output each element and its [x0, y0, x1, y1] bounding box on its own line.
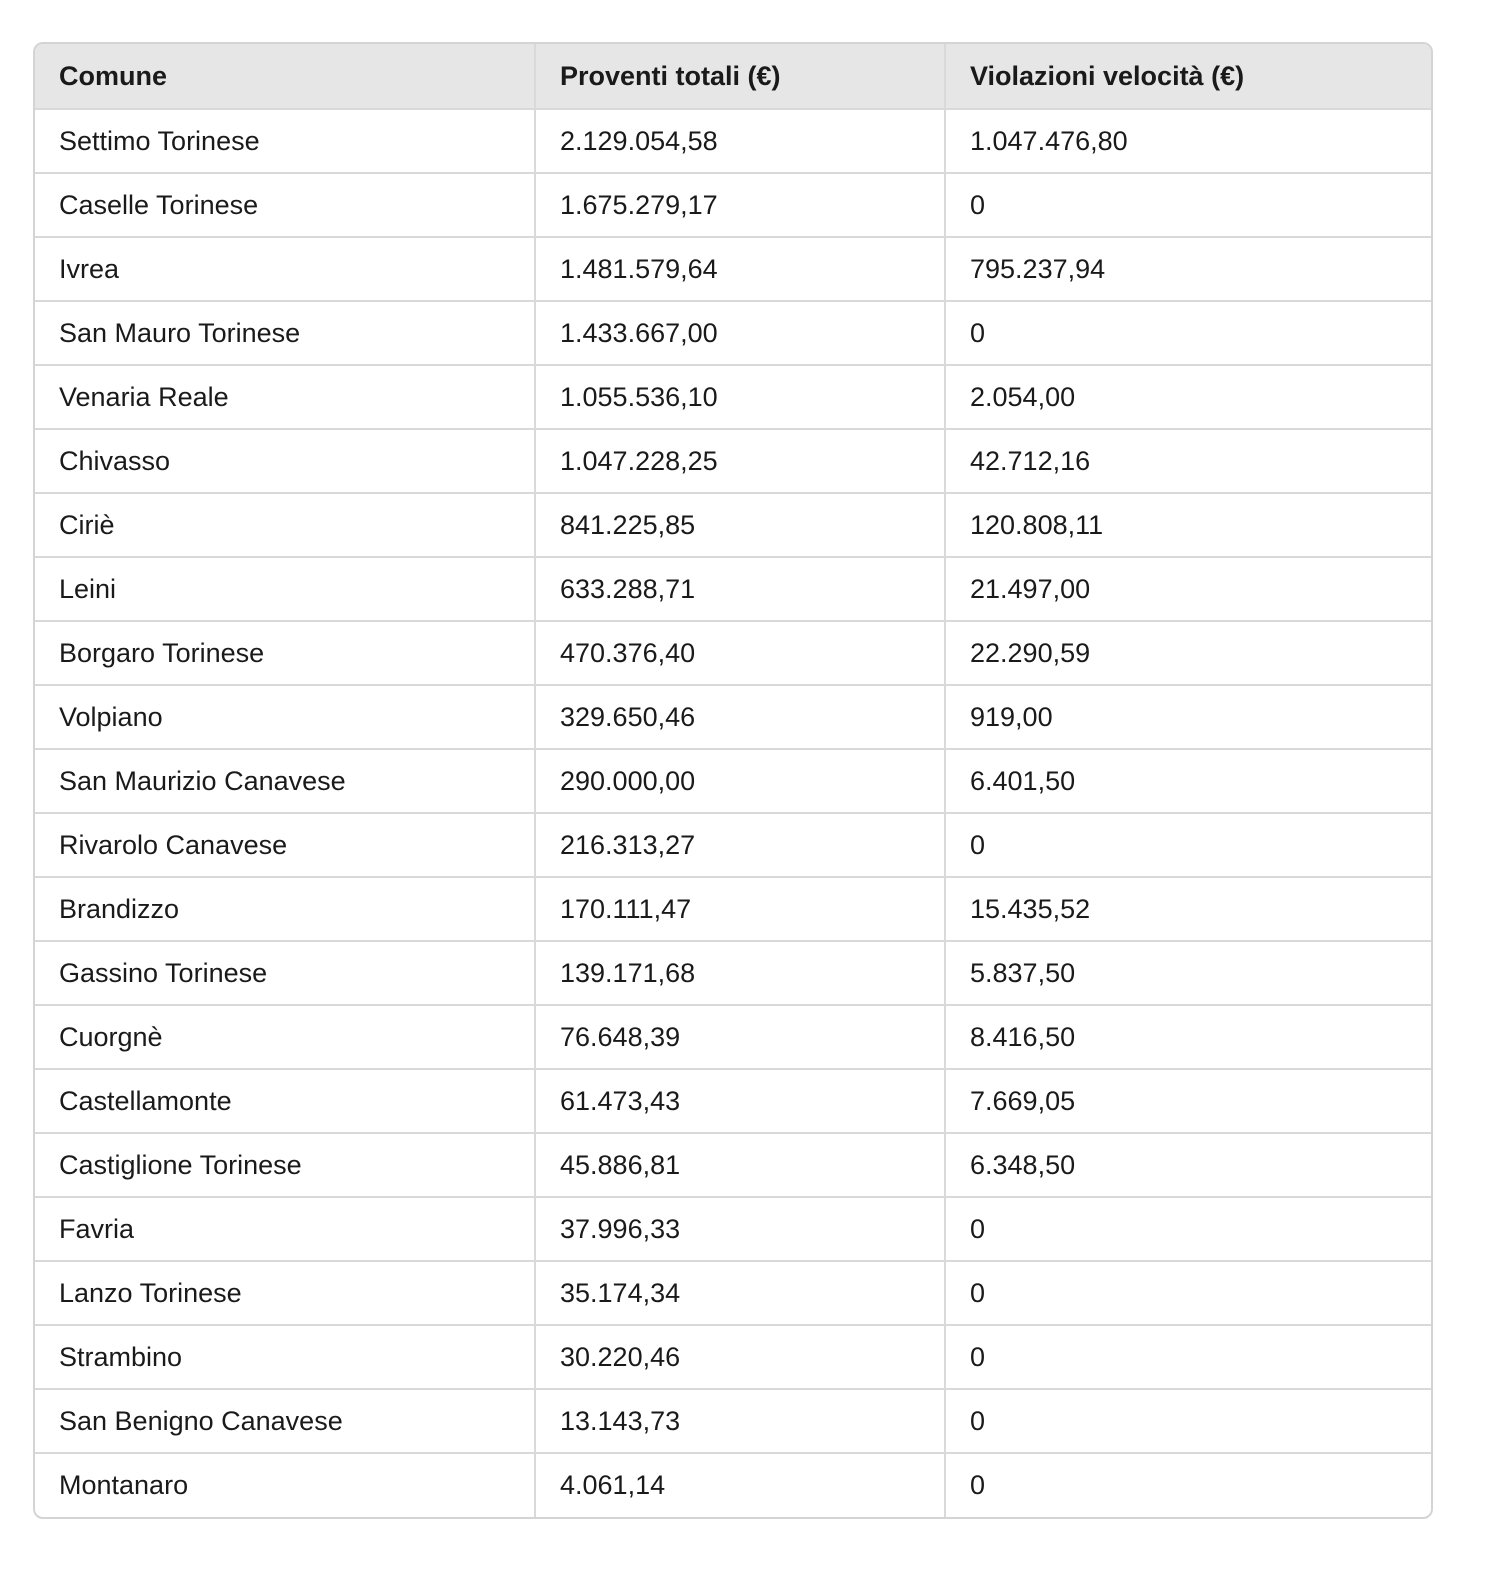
table-row — [35, 1453, 1431, 1517]
cell-proventi-totali: 4.061,14 — [535, 1453, 945, 1517]
table-row — [35, 301, 1431, 365]
cell-violazioni-velocita: 795.237,94 — [945, 237, 1431, 301]
cell-violazioni-velocita: 1.047.476,80 — [945, 109, 1431, 173]
cell-proventi-totali: 1.047.228,25 — [535, 429, 945, 493]
cell-comune: Strambino — [35, 1325, 535, 1389]
cell-comune: Cuorgnè — [35, 1005, 535, 1069]
cell-proventi-totali: 2.129.054,58 — [535, 109, 945, 173]
cell-comune: Borgaro Torinese — [35, 621, 535, 685]
cell-proventi-totali: 13.143,73 — [535, 1389, 945, 1453]
table-row — [35, 109, 1431, 173]
cell-proventi-totali: 76.648,39 — [535, 1005, 945, 1069]
table-row — [35, 493, 1431, 557]
cell-violazioni-velocita: 7.669,05 — [945, 1069, 1431, 1133]
column-header-comune: Comune — [35, 44, 535, 109]
column-header-violazioni-velocita: Violazioni velocità (€) — [945, 44, 1431, 109]
cell-comune: Caselle Torinese — [35, 173, 535, 237]
cell-comune: San Mauro Torinese — [35, 301, 535, 365]
column-header-proventi-totali: Proventi totali (€) — [535, 44, 945, 109]
cell-proventi-totali: 633.288,71 — [535, 557, 945, 621]
cell-comune: Ciriè — [35, 493, 535, 557]
cell-comune: Brandizzo — [35, 877, 535, 941]
cell-violazioni-velocita: 0 — [945, 1261, 1431, 1325]
table-row — [35, 749, 1431, 813]
cell-proventi-totali: 45.886,81 — [535, 1133, 945, 1197]
cell-comune: Rivarolo Canavese — [35, 813, 535, 877]
cell-violazioni-velocita: 42.712,16 — [945, 429, 1431, 493]
table-row — [35, 621, 1431, 685]
cell-violazioni-velocita: 5.837,50 — [945, 941, 1431, 1005]
cell-violazioni-velocita: 0 — [945, 173, 1431, 237]
table-row — [35, 237, 1431, 301]
cell-violazioni-velocita: 8.416,50 — [945, 1005, 1431, 1069]
cell-proventi-totali: 37.996,33 — [535, 1197, 945, 1261]
cell-proventi-totali: 216.313,27 — [535, 813, 945, 877]
cell-violazioni-velocita: 919,00 — [945, 685, 1431, 749]
cell-comune: Volpiano — [35, 685, 535, 749]
cell-comune: Settimo Torinese — [35, 109, 535, 173]
table-row — [35, 1325, 1431, 1389]
data-table-container — [33, 42, 1433, 1519]
cell-comune: Leini — [35, 557, 535, 621]
cell-proventi-totali: 290.000,00 — [535, 749, 945, 813]
table-row — [35, 173, 1431, 237]
cell-comune: Favria — [35, 1197, 535, 1261]
cell-proventi-totali: 329.650,46 — [535, 685, 945, 749]
cell-proventi-totali: 35.174,34 — [535, 1261, 945, 1325]
cell-proventi-totali: 30.220,46 — [535, 1325, 945, 1389]
cell-comune: Lanzo Torinese — [35, 1261, 535, 1325]
cell-violazioni-velocita: 0 — [945, 1389, 1431, 1453]
table-row — [35, 1197, 1431, 1261]
cell-comune: Castiglione Torinese — [35, 1133, 535, 1197]
table-row — [35, 877, 1431, 941]
cell-violazioni-velocita: 120.808,11 — [945, 493, 1431, 557]
cell-comune: Chivasso — [35, 429, 535, 493]
cell-comune: San Benigno Canavese — [35, 1389, 535, 1453]
table-row — [35, 365, 1431, 429]
cell-proventi-totali: 1.433.667,00 — [535, 301, 945, 365]
table-header — [35, 44, 1431, 109]
table-row — [35, 557, 1431, 621]
cell-proventi-totali: 1.675.279,17 — [535, 173, 945, 237]
cell-violazioni-velocita: 0 — [945, 1197, 1431, 1261]
cell-violazioni-velocita: 0 — [945, 813, 1431, 877]
cell-proventi-totali: 1.055.536,10 — [535, 365, 945, 429]
cell-proventi-totali: 470.376,40 — [535, 621, 945, 685]
table-row — [35, 429, 1431, 493]
cell-violazioni-velocita: 6.401,50 — [945, 749, 1431, 813]
cell-proventi-totali: 1.481.579,64 — [535, 237, 945, 301]
cell-proventi-totali: 139.171,68 — [535, 941, 945, 1005]
table-row — [35, 1133, 1431, 1197]
cell-violazioni-velocita: 0 — [945, 1325, 1431, 1389]
cell-violazioni-velocita: 0 — [970, 1470, 986, 1500]
table-row — [35, 813, 1431, 877]
cell-violazioni-velocita: 15.435,52 — [945, 877, 1431, 941]
table-row — [35, 1005, 1431, 1069]
cell-violazioni-velocita: 6.348,50 — [945, 1133, 1431, 1197]
cell-comune: Gassino Torinese — [35, 941, 535, 1005]
cell-violazioni-velocita: 22.290,59 — [945, 621, 1431, 685]
cell-proventi-totali: 61.473,43 — [535, 1069, 945, 1133]
cell-comune: Venaria Reale — [35, 365, 535, 429]
cell-proventi-totali: 170.111,47 — [535, 877, 945, 941]
cell-violazioni-velocita: 2.054,00 — [945, 365, 1431, 429]
table-row — [35, 1261, 1431, 1325]
table-row — [35, 685, 1431, 749]
table-row — [35, 1069, 1431, 1133]
cell-comune: Montanaro — [35, 1453, 535, 1517]
data-table — [35, 44, 1431, 1517]
cell-violazioni-velocita: 21.497,00 — [945, 557, 1431, 621]
cell-violazioni-velocita: 0 — [945, 301, 1431, 365]
cell-comune: Ivrea — [35, 237, 535, 301]
table-row — [35, 1389, 1431, 1453]
cell-comune: Castellamonte — [35, 1069, 535, 1133]
table-row — [35, 941, 1431, 1005]
cell-comune: San Maurizio Canavese — [35, 749, 535, 813]
header-row — [35, 44, 1431, 109]
table-body — [35, 109, 1431, 1517]
cell-proventi-totali: 841.225,85 — [535, 493, 945, 557]
